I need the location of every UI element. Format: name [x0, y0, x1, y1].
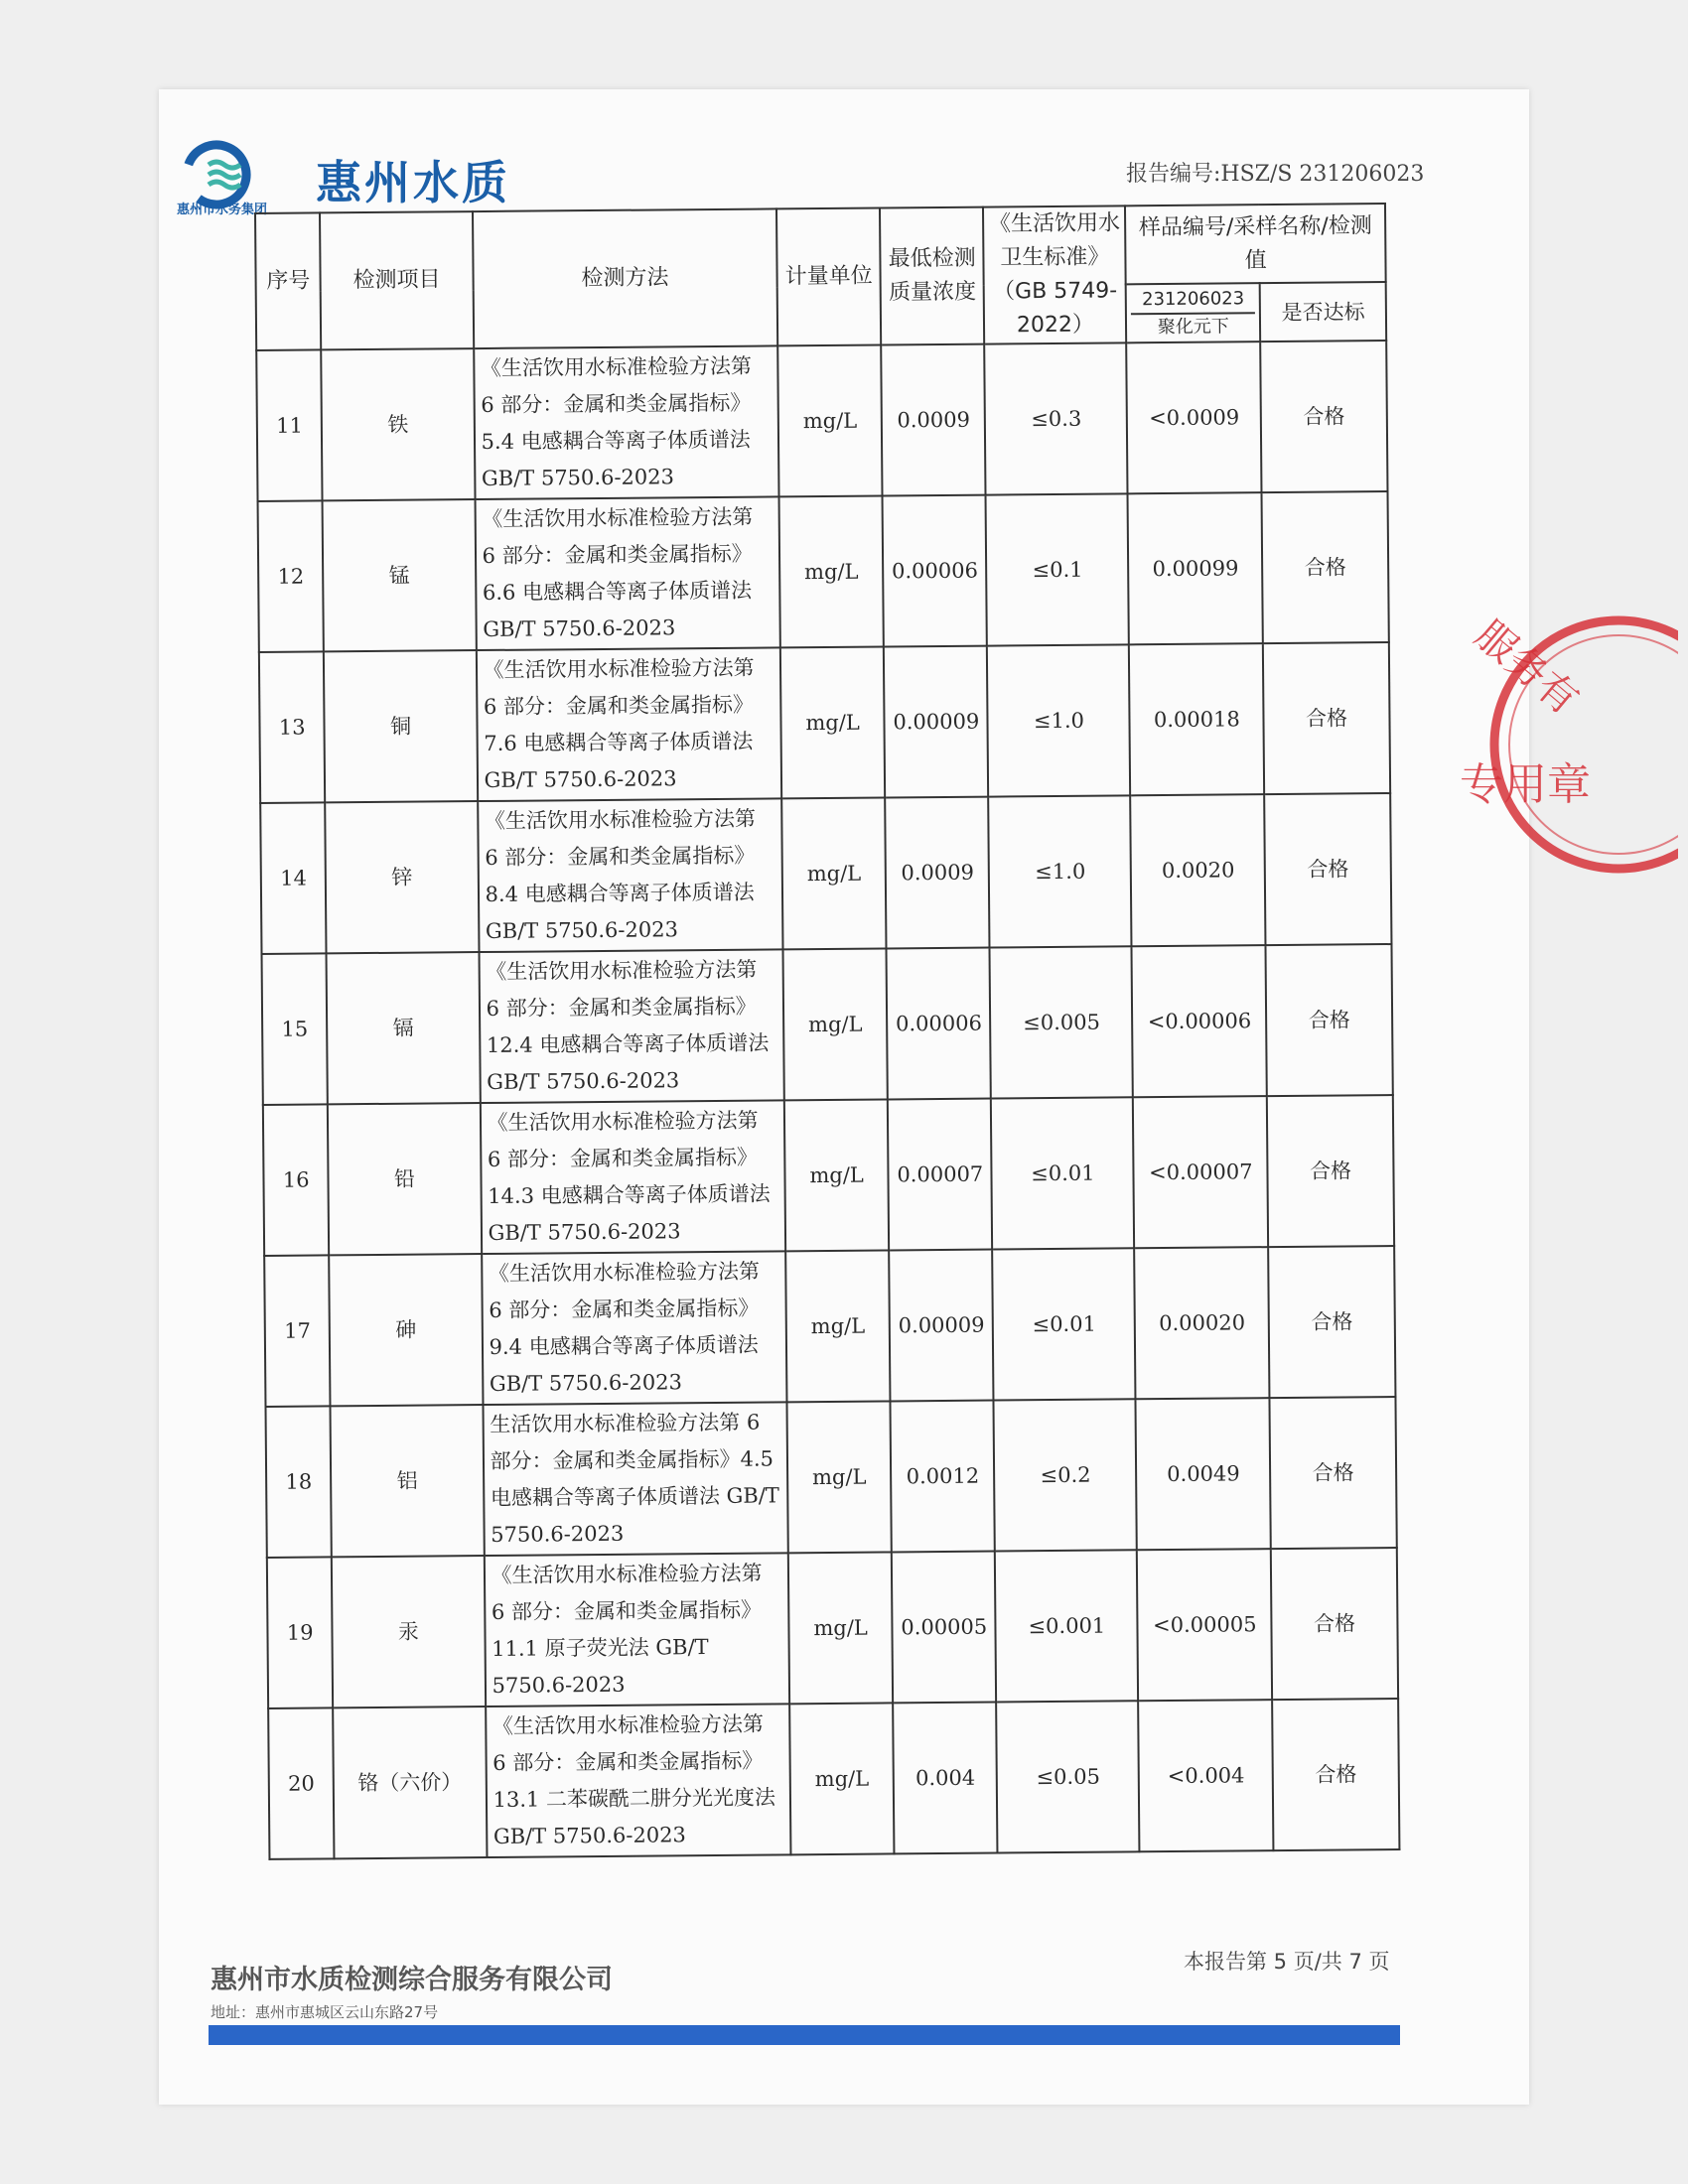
row-mdl: 0.00009 [889, 1250, 994, 1402]
row-value: 0.0049 [1136, 1398, 1271, 1550]
row-no: 17 [264, 1255, 331, 1407]
row-item: 铅 [328, 1103, 482, 1255]
header-sample-id-name [1126, 284, 1260, 343]
row-item: 砷 [330, 1254, 484, 1406]
row-pass: 合格 [1263, 642, 1390, 794]
header-no: 序号 [255, 212, 322, 350]
row-item: 铜 [324, 650, 478, 802]
row-unit: mg/L [785, 1250, 891, 1402]
row-value: 0.00099 [1128, 492, 1263, 644]
row-no: 15 [262, 953, 329, 1105]
row-item: 铬（六价） [334, 1706, 488, 1858]
row-standard: ≤0.3 [985, 342, 1128, 494]
row-value: 0.0020 [1131, 794, 1266, 946]
row-item: 汞 [332, 1556, 486, 1707]
svg-text:服务有: 服务有 [1466, 612, 1588, 724]
row-unit: mg/L [783, 948, 889, 1100]
row-method: 《生活饮用水标准检验方法第 6 部分：金属和类金属指标》7.6 电感耦合等离子体质谱法 GB/T 5750.6-2023 [476, 647, 781, 801]
row-no: 18 [265, 1406, 332, 1558]
row-method: 《生活饮用水标准检验方法第 6 部分：金属和类金属指标》12.4 电感耦合等离子体质谱法 GB/T 5750.6-2023 [479, 949, 784, 1103]
table-row [264, 1246, 1395, 1407]
row-method: 《生活饮用水标准检验方法第 6 部分：金属和类金属指标》6.6 电感耦合等离子体质谱法 GB/T 5750.6-2023 [475, 496, 780, 650]
row-no: 13 [259, 651, 326, 803]
row-method: 《生活饮用水标准检验方法第 6 部分：金属和类金属指标》11.1 原子荧光法 GB/T 5750.6-2023 [484, 1553, 789, 1706]
header-pass: 是否达标 [1260, 283, 1386, 342]
row-value: 0.00020 [1135, 1247, 1270, 1399]
row-standard: ≤0.2 [994, 1399, 1137, 1551]
row-value: 0.00018 [1129, 643, 1264, 795]
header-standard: 《生活饮用水卫生标准》（GB 5749-2022） [983, 205, 1126, 343]
row-value: <0.00007 [1133, 1096, 1268, 1248]
logo-caption: 惠州市水务集团 [177, 203, 268, 217]
header-sample-id: 231206023 [1131, 286, 1255, 315]
row-unit: mg/L [784, 1099, 890, 1251]
header-sample: 样品编号/采样名称/检测值 [1125, 204, 1385, 285]
row-mdl: 0.004 [893, 1703, 998, 1854]
row-standard: ≤0.005 [990, 946, 1133, 1098]
row-standard: ≤0.01 [993, 1248, 1136, 1400]
row-item: 锰 [323, 499, 477, 651]
row-mdl: 0.00006 [883, 495, 988, 647]
row-pass: 合格 [1262, 491, 1389, 643]
row-method: 《生活饮用水标准检验方法第 6 部分：金属和类金属指标》5.4 电感耦合等离子体质谱法 GB/T 5750.6-2023 [474, 345, 779, 499]
row-method: 《生活饮用水标准检验方法第 6 部分：金属和类金属指标》8.4 电感耦合等离子体质谱法 GB/T 5750.6-2023 [478, 798, 783, 952]
row-method: 《生活饮用水标准检验方法第 6 部分：金属和类金属指标》9.4 电感耦合等离子体质谱法 GB/T 5750.6-2023 [482, 1251, 787, 1405]
row-mdl: 0.00005 [892, 1552, 997, 1704]
row-unit: mg/L [787, 1401, 893, 1553]
header-sample-name: 聚化元下 [1157, 316, 1229, 338]
official-seal-stamp [1450, 601, 1678, 888]
row-item: 铝 [331, 1405, 485, 1557]
row-value: <0.004 [1139, 1700, 1274, 1851]
row-mdl: 0.0009 [885, 797, 990, 949]
row-mdl: 0.00007 [888, 1099, 993, 1251]
row-pass: 合格 [1272, 1699, 1399, 1850]
row-mdl: 0.0012 [891, 1401, 996, 1553]
footer-address: 地址：惠州市惠城区云山东路27号 [211, 2003, 439, 2021]
row-no: 20 [268, 1707, 335, 1859]
footer-bar [209, 2025, 1400, 2045]
row-no: 12 [258, 500, 325, 652]
row-pass: 合格 [1271, 1548, 1398, 1700]
row-pass: 合格 [1260, 341, 1387, 492]
row-mdl: 0.0009 [881, 344, 986, 496]
row-unit: mg/L [781, 797, 887, 949]
row-item: 铁 [322, 348, 476, 500]
row-pass: 合格 [1268, 1246, 1395, 1398]
table-row [256, 341, 1387, 501]
row-standard: ≤0.001 [995, 1550, 1138, 1702]
row-no: 14 [260, 802, 327, 954]
row-pass: 合格 [1270, 1397, 1397, 1549]
table-row [259, 642, 1390, 803]
row-pass: 合格 [1267, 1095, 1394, 1247]
row-unit: mg/L [779, 495, 885, 647]
brand-title: 惠州水质 [316, 156, 510, 209]
row-unit: mg/L [788, 1552, 894, 1704]
table-row [265, 1397, 1396, 1558]
row-standard: ≤1.0 [989, 795, 1132, 947]
row-standard: ≤0.05 [997, 1701, 1140, 1852]
row-method: 生活饮用水标准检验方法第 6 部分：金属和类金属指标》4.5 电感耦合等离子体质谱法 GB/T 5750.6-2023 [483, 1402, 788, 1556]
row-no: 11 [256, 349, 323, 501]
row-method: 《生活饮用水标准检验方法第 6 部分：金属和类金属指标》14.3 电感耦合等离子体质谱法 GB/T 5750.6-2023 [480, 1100, 785, 1254]
row-mdl: 0.00009 [884, 646, 989, 798]
table-row [260, 793, 1391, 954]
page-indicator: 本报告第 5 页/共 7 页 [1184, 1950, 1390, 1974]
row-mdl: 0.00006 [887, 948, 992, 1100]
row-value: <0.00005 [1137, 1549, 1272, 1701]
row-item: 锌 [326, 801, 480, 953]
table-row [267, 1548, 1398, 1708]
table-row [268, 1699, 1399, 1859]
row-pass: 合格 [1264, 793, 1391, 945]
row-unit: mg/L [789, 1703, 895, 1854]
header-item: 检测项目 [320, 211, 473, 349]
row-standard: ≤0.1 [986, 493, 1129, 645]
row-standard: ≤1.0 [987, 644, 1130, 796]
row-value: <0.0009 [1127, 341, 1262, 493]
row-pass: 合格 [1266, 944, 1393, 1096]
row-no: 19 [267, 1557, 334, 1708]
header-unit: 计量单位 [776, 208, 881, 346]
header-mdl: 最低检测质量浓度 [880, 207, 984, 345]
report-number: 报告编号:HSZ/S 231206023 [1126, 162, 1425, 187]
row-method: 《生活饮用水标准检验方法第 6 部分：金属和类金属指标》13.1 二苯碳酰二肼分光光度法 GB/T 5750.6-2023 [486, 1704, 791, 1857]
row-standard: ≤0.01 [991, 1097, 1134, 1249]
row-unit: mg/L [777, 344, 883, 496]
svg-text:专用章: 专用章 [1460, 759, 1591, 810]
footer-company: 惠州市水质检测综合服务有限公司 [211, 1965, 613, 1995]
header-method: 检测方法 [473, 208, 778, 348]
row-unit: mg/L [780, 646, 886, 798]
table-row [262, 944, 1393, 1105]
table-row [258, 491, 1389, 652]
results-table [254, 203, 1400, 1860]
row-no: 16 [263, 1104, 330, 1256]
table-row [263, 1095, 1394, 1256]
row-item: 镉 [327, 952, 481, 1104]
row-value: <0.00006 [1132, 945, 1267, 1097]
